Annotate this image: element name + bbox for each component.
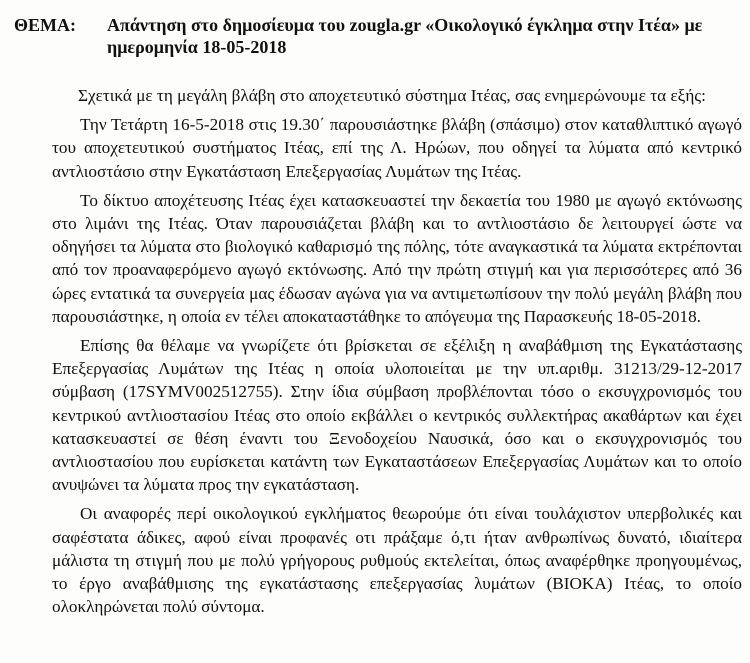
letter-body bbox=[52, 84, 742, 624]
paragraph-intro: Σχετικά με τη μεγάλη βλάβη στο αποχετευτικό σύστημα Ιτέας, σας ενημερώνουμε τα εξής: bbox=[78, 86, 706, 105]
paragraph-network: Το δίκτυο αποχέτευσης Ιτέας έχει κατασκευαστεί την δεκαετία του 1980 με αγωγό εκτόνωσης στο λιμάνι της Ιτέας. Όταν παρουσιάζεται βλάβη και το αντλιοστάσιο δε λειτουργεί ώστε να οδηγήσει τα λύματα στο βιολογικό καθαρισμό της πόλης, τότε αναγκαστικά τα λύματα εκτρέπονται από τον προαναφερόμενο αγωγό εκτόνωσης. Από την πρώτη στιγμή και για περισσότερες από 36 ώρες εντατικά τα συνεργεία μας έδωσαν αγώνα για να αντιμετωπίσουν την πολύ μεγάλη βλάβη που παρουσιάστηκε, η οποία εν τέλει αποκαταστάθηκε το απόγευμα της Παρασκευής 18-05-2018. bbox=[52, 190, 742, 326]
paragraph-conclusion: Οι αναφορές περί οικολογικού εγκλήματος θεωρούμε ότι είναι τουλάχιστον υπερβολικές και σαφέστατα άδικες, αφού είναι προφανές οτι πράξαμε ό,τι ήταν ανθρωπίνως δυνατό, ιδιαίτερα μάλιστα τη στιγμή που με πολύ γρήγορους ρυθμούς εκτελείται, όπως αναφέρθηκε προηγουμένως, το έργο αναβάθμισης της εγκατάστασης επεξεργασίας λυμάτων (ΒΙΟΚΑ) Ιτέας, το οποίο ολοκληρώνεται πολύ σύντομα. bbox=[52, 504, 742, 617]
subject-text: Απάντηση στο δημοσίευμα του zougla.gr «Οικολογικό έγκλημα στην Ιτέα» με ημερομηνία 18-05-2018 bbox=[107, 15, 703, 57]
subject-label: ΘΕΜΑ: bbox=[14, 15, 76, 35]
paragraph-upgrade: Επίσης θα θέλαμε να γνωρίζετε ότι βρίσκεται σε εξέλιξη η αναβάθμιση της Εγκατάστασης Επεξεργασίας Λυμάτων της Ιτέας η οποία υλοποιείται με την υπ.αριθμ. 31213/29-12-2017 σύμβαση (17SYMV002512755). Στην ίδια σύμβαση προβλέπονται τόσο ο εκσυγχρονισμός του κεντρικού αντλιοστασίου Ιτέας στο οποίο εκβάλλει ο κεντρικός συλλεκτήρας ακαθάρτων και έχει κατασκευαστεί σε θέση έναντι του Ξενοδοχείου Ναυσικά, όσο και ο εκσυγχρονισμός του αντλιοστασίου που ευρίσκεται κατάντη των Εγκαταστάσεων Επεξεργασίας Λυμάτων και το οποίο ανυψώνει τα λύματα προς την εγκατάσταση. bbox=[52, 336, 742, 495]
paragraph-incident: Την Τετάρτη 16-5-2018 στις 19.30΄ παρουσιάστηκε βλάβη (σπάσιμο) στον καταθλιπτικό αγωγό του αποχετευτικού συστήματος Ιτέας, επί της Λ. Ηρώων, που οδηγεί τα λύματα από κεντρικό αντλιοστάσιο στην Εγκατάσταση Επεξεργασίας Λυμάτων της Ιτέας. bbox=[52, 115, 742, 181]
